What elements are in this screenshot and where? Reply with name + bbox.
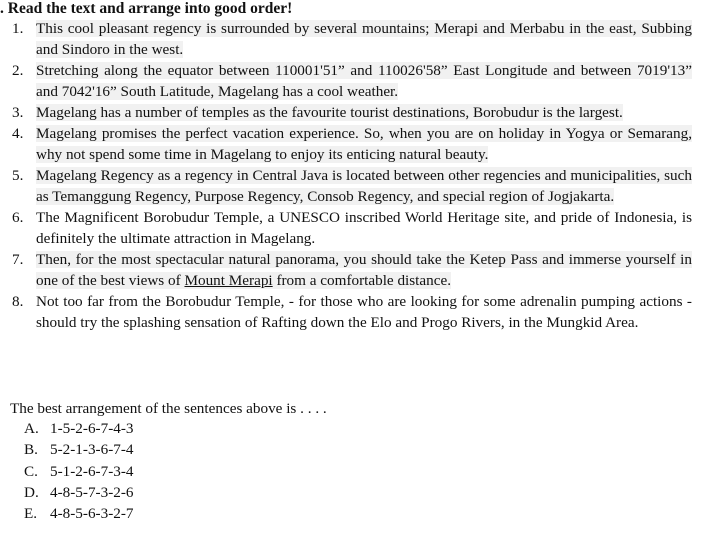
sentence-item [0,291,692,333]
option-text: 4-8-5-6-3-2-7 [50,505,134,523]
sentence-item [0,207,692,249]
sentence-text: Stretching along the equator between 110001'51” and 110026'58” East Longitude and between 7019'13” and 7042'16” South Latitude, Magelang has a cool weather. [36,62,692,100]
sentence-item [0,123,692,165]
sentence-number: 1. [12,20,24,37]
sentence-text [36,251,692,289]
option-text: 5-1-2-6-7-3-4 [50,462,134,480]
option-letter: A. [24,420,39,437]
sentence-item [0,249,692,291]
question-text: The best arrangement of the sentences above is . . . . [10,400,327,417]
option-letter: B. [24,441,38,459]
sentence-text: Not too far from the Borobudur Temple, - for those who are looking for some adrenalin pumping actions - should try the splashing sensation of Rafting down the Elo and Progo Rivers, in the Mungkid Area. [36,293,692,331]
sentence-item [0,60,692,102]
sentence-item [0,165,692,207]
sentence-item [0,18,692,60]
sentence-text: Magelang has a number of temples as the favourite tourist destinations, Borobudur is the largest. [36,104,623,121]
answer-option-a[interactable] [24,418,134,439]
option-letter: E. [24,505,38,523]
option-text: 5-2-1-3-6-7-4 [50,441,134,459]
sentence-number: 8. [12,293,24,310]
answer-option-d[interactable] [24,482,134,503]
sentence-text: This cool pleasant regency is surrounded by several mountains; Merapi and Merbabu in the east, Subbing and Sindoro in the west. [36,20,692,58]
sentence-list [0,18,692,333]
sentence-number: 3. [12,104,24,121]
sentence-text: The Magnificent Borobudur Temple, a UNESCO inscribed World Heritage site, and pride of Indonesia, is definitely the ultimate attraction in Magelang. [36,209,692,247]
sentence-item [0,102,692,123]
option-text: 1-5-2-6-7-4-3 [50,420,134,437]
instruction-heading: . Read the text and arrange into good order! [0,0,293,17]
answer-options [24,418,134,524]
option-letter: D. [24,483,39,501]
mount-merapi-link[interactable]: Mount Merapi [184,272,273,289]
sentence-number: 4. [12,125,24,142]
answer-option-c[interactable] [24,461,134,482]
sentence-text: Magelang Regency as a regency in Central Java is located between other regencies and municipalities, such as Temanggung Regency, Purpose Regency, Consob Regency, and special region of Jogjakarta. [36,167,692,205]
sentence-text-start: Then, for the most spectacular natural panorama, you should take the Ketep Pass and immerse yourself in one of the best views of [36,251,692,289]
option-text: 4-8-5-7-3-2-6 [50,483,134,501]
sentence-text-end: from a comfortable distance. [272,272,452,289]
sentence-number: 6. [12,209,24,226]
sentence-number: 2. [12,62,24,79]
option-letter: C. [24,462,38,480]
sentence-text: Magelang promises the perfect vacation experience. So, when you are on holiday in Yogya or Semarang, why not spend some time in Magelang to enjoy its enticing natural beauty. [36,125,692,163]
answer-option-e[interactable] [24,503,134,524]
sentence-number: 7. [12,251,24,268]
sentence-number: 5. [12,167,24,184]
answer-option-b[interactable] [24,439,134,460]
